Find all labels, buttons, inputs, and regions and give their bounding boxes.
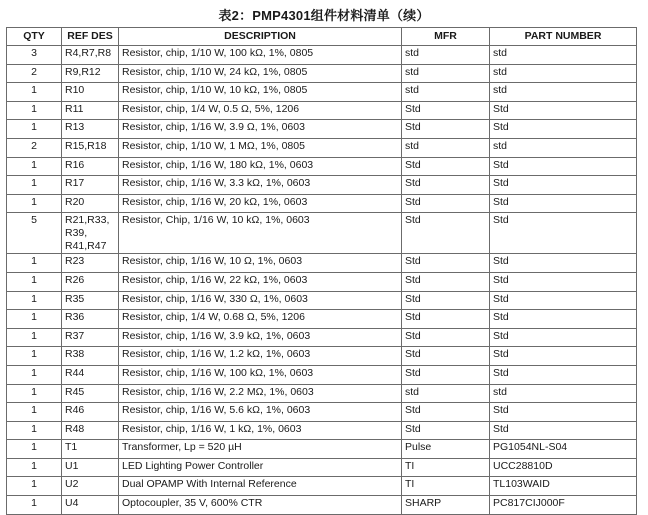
cell-description: Resistor, chip, 1/16 W, 3.3 kΩ, 1%, 0603 <box>119 176 402 195</box>
cell-mfr: std <box>402 64 490 83</box>
header-row <box>7 28 637 46</box>
cell-qty: 1 <box>7 272 62 291</box>
cell-description: Dual OPAMP With Internal Reference <box>119 477 402 496</box>
cell-ref-des: R46 <box>62 403 119 422</box>
cell-mfr: Std <box>402 176 490 195</box>
cell-part-number: TL103WAID <box>490 477 637 496</box>
cell-part-number: Std <box>490 328 637 347</box>
cell-ref-des: R35 <box>62 291 119 310</box>
cell-part-number: Std <box>490 403 637 422</box>
cell-description: Resistor, chip, 1/16 W, 20 kΩ, 1%, 0603 <box>119 194 402 213</box>
cell-mfr: std <box>402 138 490 157</box>
cell-mfr: std <box>402 83 490 102</box>
cell-description: Resistor, chip, 1/16 W, 10 Ω, 1%, 0603 <box>119 254 402 273</box>
table-row <box>7 403 637 422</box>
cell-ref-des: R45 <box>62 384 119 403</box>
cell-mfr: Std <box>402 254 490 273</box>
table-row <box>7 477 637 496</box>
cell-mfr: Std <box>402 157 490 176</box>
cell-qty: 1 <box>7 496 62 515</box>
cell-qty: 1 <box>7 254 62 273</box>
cell-part-number: Std <box>490 194 637 213</box>
table-row <box>7 46 637 65</box>
cell-description: Resistor, chip, 1/16 W, 5.6 kΩ, 1%, 0603 <box>119 403 402 422</box>
cell-part-number: Std <box>490 291 637 310</box>
cell-qty: 1 <box>7 83 62 102</box>
header-description: DESCRIPTION <box>119 28 402 46</box>
table-row <box>7 64 637 83</box>
table-row <box>7 213 637 254</box>
table-row <box>7 458 637 477</box>
cell-qty: 1 <box>7 101 62 120</box>
cell-qty: 1 <box>7 120 62 139</box>
cell-ref-des: R17 <box>62 176 119 195</box>
cell-mfr: Std <box>402 347 490 366</box>
cell-part-number: Std <box>490 213 637 254</box>
table-row <box>7 101 637 120</box>
cell-qty: 1 <box>7 384 62 403</box>
cell-mfr: Std <box>402 213 490 254</box>
cell-description: Resistor, chip, 1/10 W, 1 MΩ, 1%, 0805 <box>119 138 402 157</box>
cell-mfr: Std <box>402 365 490 384</box>
table-row <box>7 291 637 310</box>
cell-part-number: Std <box>490 120 637 139</box>
cell-description: Resistor, chip, 1/16 W, 1 kΩ, 1%, 0603 <box>119 421 402 440</box>
cell-qty: 1 <box>7 157 62 176</box>
header-mfr: MFR <box>402 28 490 46</box>
table-row <box>7 440 637 459</box>
cell-description: Resistor, chip, 1/10 W, 24 kΩ, 1%, 0805 <box>119 64 402 83</box>
cell-ref-des: R20 <box>62 194 119 213</box>
cell-qty: 1 <box>7 421 62 440</box>
header-qty: QTY <box>7 28 62 46</box>
cell-qty: 5 <box>7 213 62 254</box>
cell-qty: 2 <box>7 64 62 83</box>
cell-part-number: Std <box>490 101 637 120</box>
table-row <box>7 194 637 213</box>
cell-mfr: Std <box>402 403 490 422</box>
bom-table <box>6 27 637 515</box>
cell-part-number: Std <box>490 176 637 195</box>
cell-part-number: Std <box>490 157 637 176</box>
cell-part-number: Std <box>490 347 637 366</box>
cell-qty: 3 <box>7 46 62 65</box>
cell-ref-des: U2 <box>62 477 119 496</box>
cell-description: Resistor, chip, 1/16 W, 330 Ω, 1%, 0603 <box>119 291 402 310</box>
cell-part-number: UCC28810D <box>490 458 637 477</box>
table-title: 表2：PMP4301组件材料清单（续） <box>218 8 430 23</box>
cell-ref-des: R9,R12 <box>62 64 119 83</box>
cell-qty: 1 <box>7 477 62 496</box>
cell-description: Resistor, chip, 1/10 W, 10 kΩ, 1%, 0805 <box>119 83 402 102</box>
cell-qty: 1 <box>7 440 62 459</box>
cell-qty: 1 <box>7 458 62 477</box>
cell-ref-des: R37 <box>62 328 119 347</box>
cell-part-number: PG1054NL-S04 <box>490 440 637 459</box>
table-row <box>7 384 637 403</box>
cell-mfr: Std <box>402 120 490 139</box>
cell-qty: 1 <box>7 176 62 195</box>
cell-ref-des: R36 <box>62 310 119 329</box>
table-row <box>7 254 637 273</box>
cell-part-number: Std <box>490 310 637 329</box>
cell-qty: 1 <box>7 403 62 422</box>
table-row <box>7 120 637 139</box>
table-body <box>7 46 637 515</box>
cell-mfr: Std <box>402 194 490 213</box>
cell-part-number: Std <box>490 272 637 291</box>
cell-description: Transformer, Lp = 520 µH <box>119 440 402 459</box>
cell-description: Resistor, chip, 1/16 W, 100 kΩ, 1%, 0603 <box>119 365 402 384</box>
cell-part-number: std <box>490 138 637 157</box>
cell-part-number: PC817CIJ000F <box>490 496 637 515</box>
cell-description: Resistor, chip, 1/16 W, 22 kΩ, 1%, 0603 <box>119 272 402 291</box>
cell-description: LED Lighting Power Controller <box>119 458 402 477</box>
cell-qty: 1 <box>7 310 62 329</box>
cell-description: Resistor, chip, 1/4 W, 0.68 Ω, 5%, 1206 <box>119 310 402 329</box>
cell-ref-des: U1 <box>62 458 119 477</box>
table-row <box>7 138 637 157</box>
cell-mfr: Std <box>402 101 490 120</box>
cell-part-number: Std <box>490 365 637 384</box>
cell-mfr: TI <box>402 477 490 496</box>
cell-qty: 1 <box>7 328 62 347</box>
table-row <box>7 310 637 329</box>
cell-description: Resistor, chip, 1/16 W, 180 kΩ, 1%, 0603 <box>119 157 402 176</box>
table-header <box>7 28 637 46</box>
cell-ref-des: R4,R7,R8 <box>62 46 119 65</box>
cell-mfr: Pulse <box>402 440 490 459</box>
cell-description: Resistor, chip, 1/4 W, 0.5 Ω, 5%, 1206 <box>119 101 402 120</box>
cell-description: Resistor, chip, 1/16 W, 1.2 kΩ, 1%, 0603 <box>119 347 402 366</box>
table-row <box>7 272 637 291</box>
cell-ref-des: R11 <box>62 101 119 120</box>
cell-ref-des: R16 <box>62 157 119 176</box>
table-row <box>7 83 637 102</box>
cell-part-number: std <box>490 83 637 102</box>
cell-part-number: std <box>490 46 637 65</box>
cell-qty: 1 <box>7 347 62 366</box>
table-row <box>7 328 637 347</box>
cell-description: Resistor, chip, 1/16 W, 2.2 MΩ, 1%, 0603 <box>119 384 402 403</box>
cell-ref-des: R21,R33, R39, R41,R47 <box>62 213 119 254</box>
cell-description: Resistor, chip, 1/10 W, 100 kΩ, 1%, 0805 <box>119 46 402 65</box>
cell-ref-des: R48 <box>62 421 119 440</box>
cell-ref-des: T1 <box>62 440 119 459</box>
cell-ref-des: R15,R18 <box>62 138 119 157</box>
cell-ref-des: R38 <box>62 347 119 366</box>
cell-mfr: std <box>402 46 490 65</box>
table-row <box>7 365 637 384</box>
cell-description: Resistor, chip, 1/16 W, 3.9 Ω, 1%, 0603 <box>119 120 402 139</box>
cell-part-number: Std <box>490 421 637 440</box>
table-row <box>7 347 637 366</box>
header-ref-des: REF DES <box>62 28 119 46</box>
cell-qty: 1 <box>7 291 62 310</box>
cell-part-number: std <box>490 384 637 403</box>
cell-ref-des: R13 <box>62 120 119 139</box>
table-row <box>7 421 637 440</box>
cell-description: Resistor, Chip, 1/16 W, 10 kΩ, 1%, 0603 <box>119 213 402 254</box>
table-row <box>7 176 637 195</box>
cell-ref-des: U4 <box>62 496 119 515</box>
cell-qty: 2 <box>7 138 62 157</box>
cell-mfr: SHARP <box>402 496 490 515</box>
cell-ref-des: R26 <box>62 272 119 291</box>
cell-mfr: TI <box>402 458 490 477</box>
cell-part-number: std <box>490 64 637 83</box>
cell-mfr: Std <box>402 328 490 347</box>
cell-ref-des: R10 <box>62 83 119 102</box>
cell-mfr: Std <box>402 421 490 440</box>
cell-mfr: Std <box>402 310 490 329</box>
cell-description: Resistor, chip, 1/16 W, 3.9 kΩ, 1%, 0603 <box>119 328 402 347</box>
cell-mfr: Std <box>402 291 490 310</box>
table-row <box>7 157 637 176</box>
cell-qty: 1 <box>7 194 62 213</box>
cell-qty: 1 <box>7 365 62 384</box>
cell-part-number: Std <box>490 254 637 273</box>
header-part-number: PART NUMBER <box>490 28 637 46</box>
cell-ref-des: R44 <box>62 365 119 384</box>
cell-ref-des: R23 <box>62 254 119 273</box>
cell-mfr: Std <box>402 272 490 291</box>
table-row <box>7 496 637 515</box>
cell-description: Optocoupler, 35 V, 600% CTR <box>119 496 402 515</box>
cell-mfr: std <box>402 384 490 403</box>
